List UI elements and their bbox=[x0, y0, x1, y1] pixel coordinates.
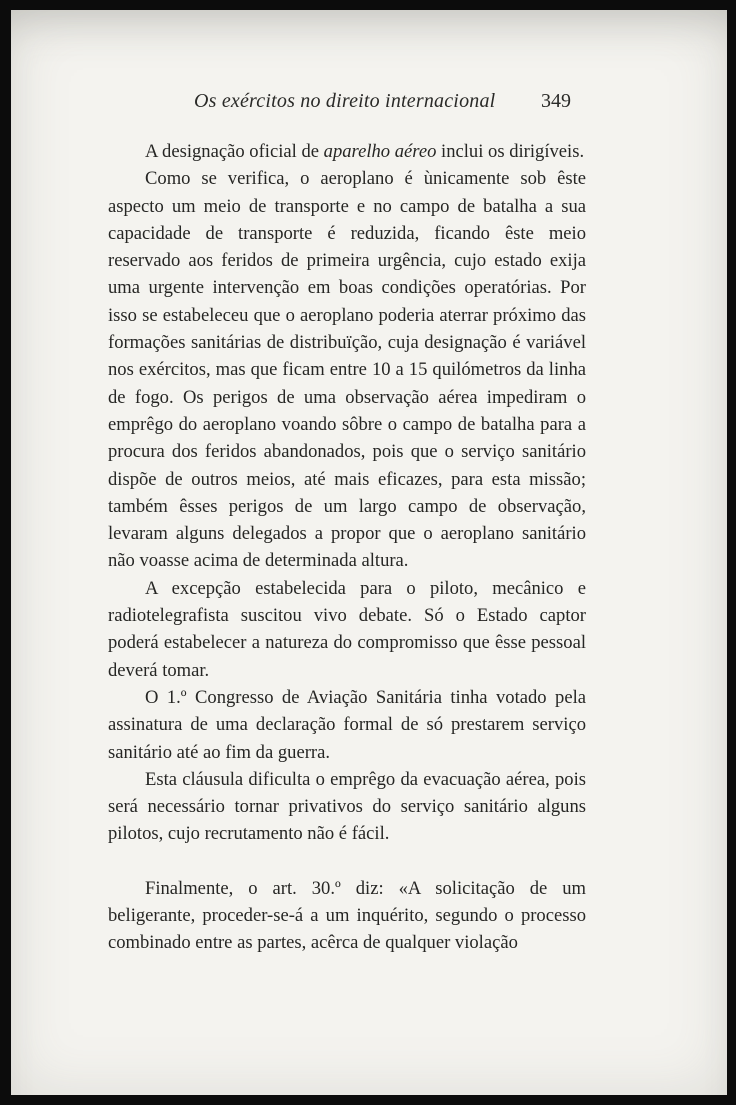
paragraph-1-start: A designação oficial de bbox=[145, 141, 324, 162]
running-title: Os exércitos no direito internacional bbox=[194, 90, 496, 112]
paragraph-4: O 1.º Congresso de Aviação Sanitária tinha votado pela assinatura de uma declaração formal de só prestarem serviço sanitário até ao fim da guerra. bbox=[108, 686, 586, 763]
paragraph-2: Como se verifica, o aeroplano é ùnicamente sob êste aspecto um meio de transporte e no campo de batalha a sua capacidade de transporte é reduzida, ficando êste meio reservado aos feridos de primeira urgência, cujo estado exija uma urgente intervenção em boas condições operatórias. Por isso se estabeleceu que o aeroplano poderia aterrar próximo das formações sanitárias de distribuïção, cuja designação é variável nos exércitos, mas que ficam entre 10 a 15 quilómetros da linha de fogo. Os perigos de uma observação aérea impediram o emprêgo do aeroplano voando sôbre o campo de batalha para a procura dos feridos abandonados, pois que o serviço sanitário dispõe de outros meios, até mais eficazes, para esta missão; também êsses perigos de um largo campo de observação, levaram alguns delegados a propor que o aeroplano sanitário não voasse acima de determinada altura. bbox=[108, 168, 586, 572]
page-header bbox=[11, 90, 727, 122]
body-text bbox=[108, 138, 586, 957]
paragraph-3: A excepção estabelecida para o piloto, mecânico e radiotelegrafista suscitou vivo debate. Só o Estado captor poderá estabelecer a natureza do compromisso que êsse pessoal deverá tomar. bbox=[108, 577, 586, 681]
paragraph-1-end: inclui os dirigíveis. bbox=[436, 141, 585, 162]
book-page bbox=[11, 10, 727, 1095]
page-number: 349 bbox=[541, 90, 571, 112]
paragraph-6: Finalmente, o art. 30.º diz: «A solicitação de um beligerante, proceder-se-á a um inquérito, segundo o processo combinado entre as partes, acêrca de qualquer violação bbox=[108, 877, 586, 954]
paragraph-1 bbox=[108, 138, 586, 165]
paragraph-5: Esta cláusula dificulta o emprêgo da evacuação aérea, pois será necessário tornar privativos do serviço sanitário alguns pilotos, cujo recrutamento não é fácil. bbox=[108, 768, 586, 845]
italic-term: aparelho aéreo bbox=[323, 141, 437, 162]
